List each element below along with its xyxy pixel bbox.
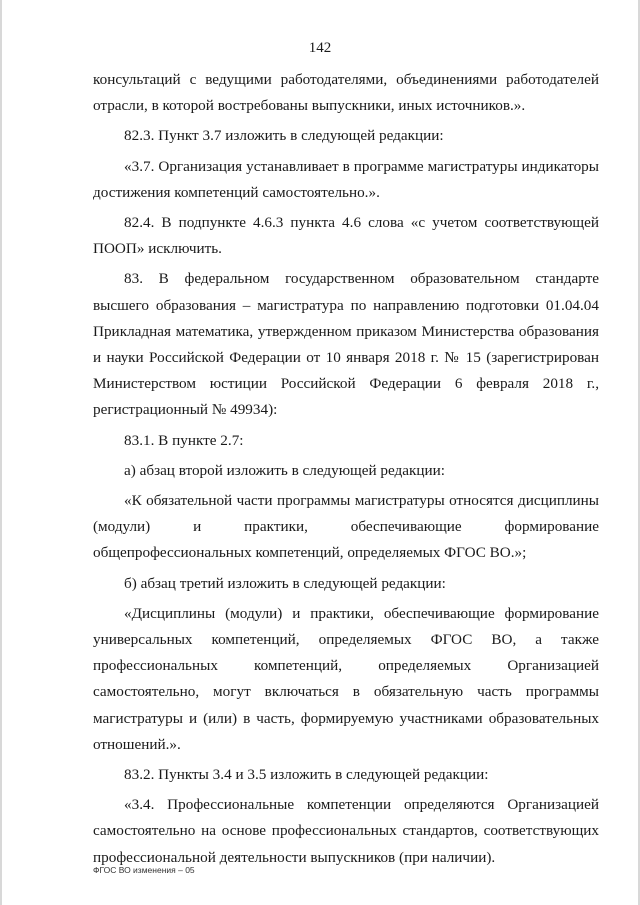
paragraph: 82.4. В подпункте 4.6.3 пункта 4.6 слова «с учетом соответствующей ПООП» исключить. [93, 214, 599, 258]
paragraph: «3.7. Организация устанавливает в программе магистратуры индикаторы достижения компетенций самостоятельно.». [93, 157, 599, 201]
paragraph: «Дисциплины (модули) и практики, обеспечивающие формирование универсальных компетенций, определяемых ФГОС ВО, а также профессиональных компетенций, определяемых Организацией самостоятельно, могут включаться в обязательную часть программы магистратуры и (или) в часть, формируемую участниками образовательных отношений.». [93, 604, 599, 753]
paragraph: 83.1. В пункте 2.7: [124, 431, 244, 449]
scan-edge-left [0, 0, 2, 905]
paragraph: «К обязательной части программы магистратуры относятся дисциплины (модули) и практики, обеспечивающие формирование общепрофессиональных компетенций, определяемых ФГОС ВО.»; [93, 492, 599, 562]
paragraph: консультаций с ведущими работодателями, объединениями работодателей отрасли, в которой востребованы выпускники, иных источников.». [93, 71, 599, 115]
paragraph: «3.4. Профессиональные компетенции определяются Организацией самостоятельно на основе профессиональных стандартов, соответствующих профессиональной деятельности выпускников (при наличии). [93, 796, 599, 866]
document-body [93, 67, 599, 875]
paragraph: 83. В федеральном государственном образовательном стандарте высшего образования – магистратура по направлению подготовки 01.04.04 Прикладная математика, утвержденном приказом Министерства образования и науки Российской Федерации от 10 января 2018 г. № 15 (зарегистрирован Министерством юстиции Российской Федерации 6 февраля 2018 г., регистрационный № 49934): [93, 270, 599, 419]
paragraph: а) абзац второй изложить в следующей редакции: [124, 461, 446, 479]
footer-note: ФГОС ВО изменения – 05 [93, 865, 195, 875]
paragraph: 83.2. Пункты 3.4 и 3.5 изложить в следующей редакции: [124, 766, 489, 784]
page-number: 142 [308, 40, 332, 56]
paragraph: б) абзац третий изложить в следующей редакции: [124, 574, 446, 592]
paragraph: 82.3. Пункт 3.7 изложить в следующей редакции: [124, 127, 444, 145]
